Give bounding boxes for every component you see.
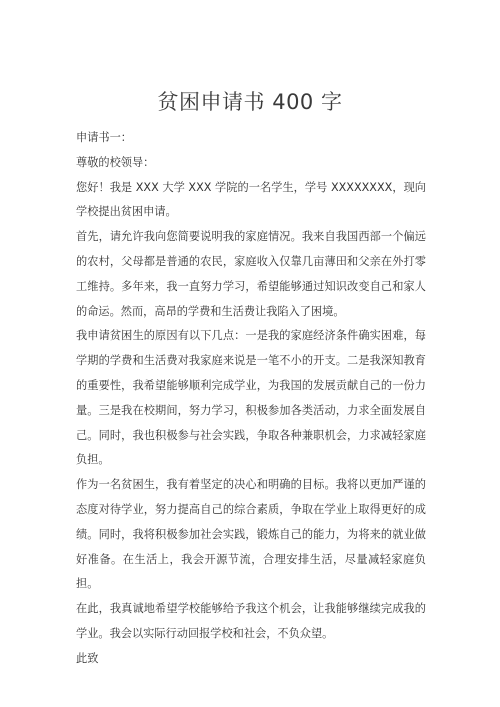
document-title: 贫困申请书 400 字: [157, 90, 343, 114]
paragraph-greeting: 您好！我是 XXX 大学 XXX 学院的一名学生，学号 XXXXXXXX，现向学校提出贫困申请。: [76, 180, 426, 219]
paragraph-request: 在此，我真诚地希望学校能够给予我这个机会，让我能够继续完成我的学业。我会以实际行动回报学校和社会，不负众望。: [76, 602, 426, 640]
paragraph-goals: 作为一名贫困生，我有着坚定的决心和明确的目标。我将以更加严谨的态度对待学业，努力提高自己的综合素质，争取在学业上取得更好的成绩。同时，我将积极参加社会实践，锻炼自己的能力，为将来的就业做好准备。在生活上，我会开源节流，合理安排生活，尽量减轻家庭负担。: [76, 478, 426, 591]
paragraph-heading: 申请书一：: [76, 131, 132, 144]
paragraph-closing: 此致: [76, 651, 99, 665]
paragraph-salutation: 尊敬的校领导：: [76, 155, 155, 169]
paragraph-reasons: 我申请贫困生的原因有以下几点：一是我的家庭经济条件确实困难，每学期的学费和生活费对我家庭来说是一笔不小的开支。二是我深知教育的重要性，我希望能够顺利完成学业，为我国的发展贡献自己的一份力量。三是我在校期间，努力学习，积极参加各类活动，力求全面发展自己。同时，我也积极参与社会实践，争取各种兼职机会，力求减轻家庭负担。: [76, 329, 426, 467]
document-body: [76, 126, 426, 672]
paragraph-family-situation: 首先，请允许我向您简要说明我的家庭情况。我来自我国西部一个偏远的农村，父母都是普通的农民，家庭收入仅靠几亩薄田和父亲在外打零工维持。多年来，我一直努力学习，希望能够通过知识改变自己和家人的命运。然而，高昂的学费和生活费让我陷入了困境。: [76, 230, 426, 318]
